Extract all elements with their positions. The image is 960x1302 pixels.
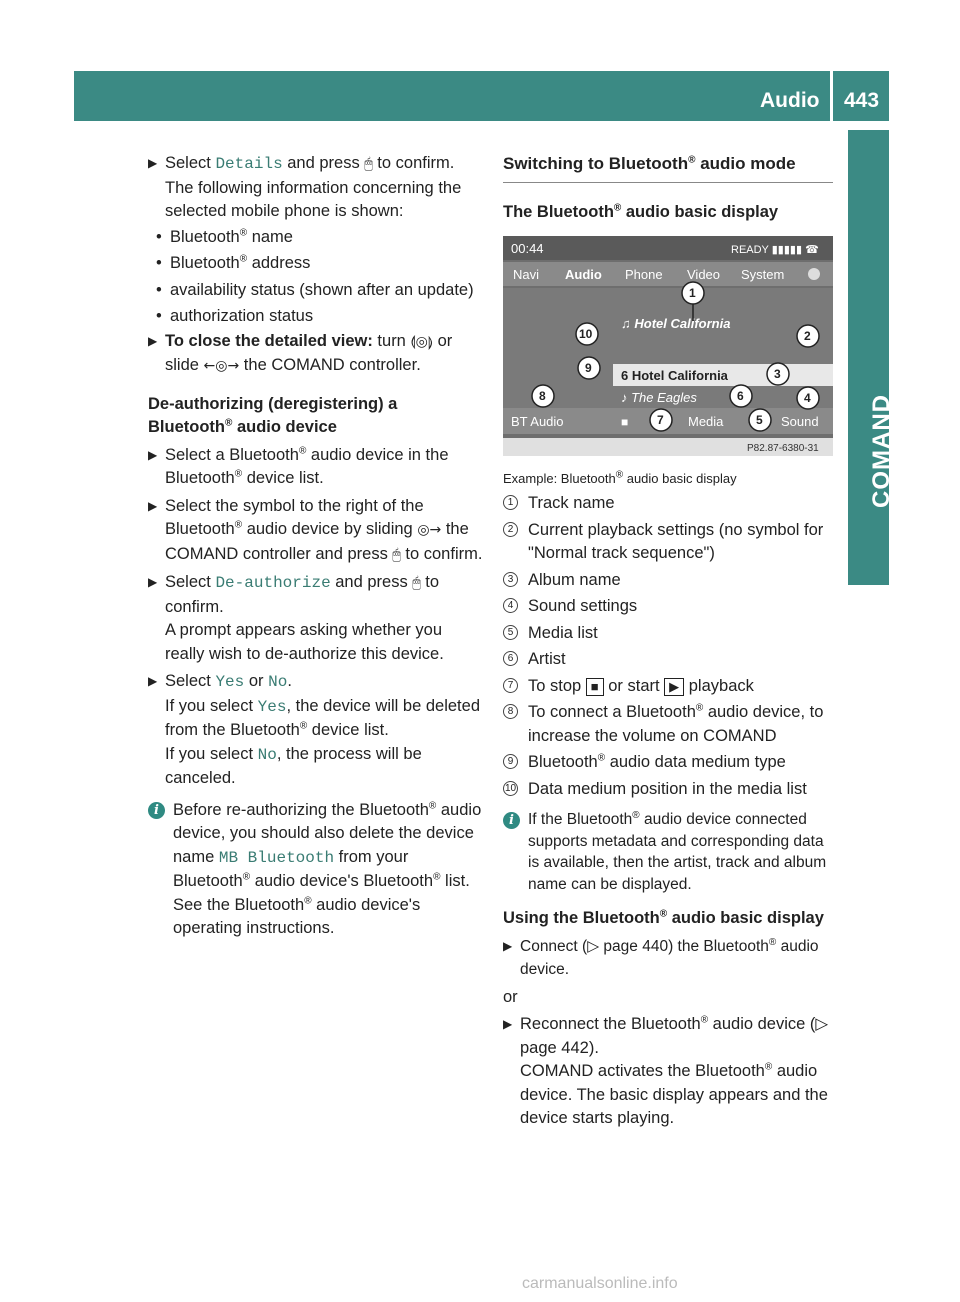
step-arrow-icon: ▶ [503,1017,513,1031]
side-tab-label: COMAND [868,394,895,508]
screen-svg [503,236,833,456]
menu-navi: Navi [513,267,540,282]
screen-sound: Sound [781,414,819,429]
info-note: i If the Bluetooth® audio device connected supports metadata and corresponding data is available, then the artist, track and album name can be displayed. [503,809,833,895]
section-title: Audio [760,89,820,112]
menu-video: Video [687,267,721,282]
screen-illustration [503,236,833,456]
list-item: • Bluetooth® name [156,227,293,246]
info-icon: i [503,812,520,829]
press-controller-icon: 🖱 [392,546,401,563]
step-arrow-icon: ▶ [148,674,158,688]
footer-watermark: carmanualsonline.info [522,1275,678,1292]
heading-switching: Switching to Bluetooth® audio mode [503,152,833,183]
step-arrow-icon: ▶ [148,156,158,170]
step-select-details: ▶ Select Details and press 🖱 to confirm. The following information concerning the selected mobile phone is shown: [148,154,462,220]
legend-item: 8 To connect a Bluetooth® audio device, to increase the volume on COMAND [503,701,833,748]
press-controller-icon: 🖱 [364,156,373,172]
screen-bt-audio: BT Audio [511,414,564,429]
svg-text:5: 5 [756,413,763,427]
or-text: or [503,987,518,1006]
figure-caption: Example: Bluetooth® audio basic display [503,469,737,486]
screen-album: 6 Hotel California [621,368,728,383]
legend-item: 6 Artist [503,648,833,672]
svg-text:7: 7 [657,413,664,427]
svg-text:4: 4 [804,391,811,405]
svg-text:8: 8 [539,389,546,403]
slide-controller-icon: ←◎→ [203,358,240,374]
heading-using-display: Using the Bluetooth® audio basic display [503,908,824,927]
menu-dot-icon [808,268,820,280]
svg-text:9: 9 [585,361,592,375]
step-select-symbol: ▶ Select the symbol to the right of the Bluetooth® audio device by sliding ◎→ the COMAND controller and press 🖱 to confirm. [148,496,483,563]
screen-track: ♫ Hotel California [621,316,731,331]
legend-item: 5 Media list [503,622,833,646]
step-arrow-icon: ▶ [148,333,158,348]
screen-status: READY ▮▮▮▮▮ ☎ [731,244,819,256]
legend-item: 10 Data medium position in the media list [504,779,807,798]
screen-artist: ♪ The Eagles [621,390,697,405]
svg-text:6: 6 [737,389,744,403]
header-divider [830,71,833,121]
list-item: • Bluetooth® address [156,253,311,272]
step-reconnect: ▶ Reconnect the Bluetooth® audio device (▷ page 442). COMAND activates the Bluetooth® audio device. The basic display appears and the device starts playing. [503,1014,829,1127]
side-tab [848,130,889,585]
code-deauthorize: De-authorize [215,574,331,592]
slide-right-icon: ◎→ [417,522,442,538]
screen-stop: ■ [621,415,629,429]
svg-text:10: 10 [579,327,593,341]
menu-phone: Phone [625,267,663,282]
stop-icon: ■ [586,678,604,696]
screen-time: 00:44 [511,241,544,256]
play-icon: ▶ [664,678,684,696]
step-select-device: ▶ Select a Bluetooth® audio device in the Bluetooth® device list. [148,445,449,487]
page-number: 443 [844,89,880,112]
step-arrow-icon: ▶ [503,938,513,953]
heading-deauthorize: De-authorizing (deregistering) a Bluetooth® audio device [148,394,398,436]
info-icon: i [148,802,165,819]
step-connect: ▶ Connect (▷ page 440) the Bluetooth® audio device. [503,936,819,978]
step-yes-no: ▶ Select Yes or No. If you select Yes, the device will be deleted from the Bluetooth® device list. If you select No, the process will be canceled. [148,672,480,787]
menu-system: System [741,267,785,282]
legend-item: 3 Album name [503,569,833,593]
list-item: • availability status (shown after an update) [156,280,474,299]
turn-controller-icon: ⟬◎⟭ [410,333,434,350]
list-item: • authorization status [156,307,314,325]
press-controller-icon: 🖱 [412,575,421,591]
step-arrow-icon: ▶ [148,575,158,589]
step-arrow-icon: ▶ [148,498,158,513]
heading-basic-display: The Bluetooth® audio basic display [503,202,779,221]
code-details: Details [215,155,283,173]
svg-text:3: 3 [774,367,781,381]
menu-audio: Audio [565,267,602,282]
info-note: i Before re-authorizing the Bluetooth® audio device, you should also delete the device name MB Bluetooth from your Bluetooth® audio device's Bluetooth® list. See the Bluetooth® audio device's operating instructions. [148,799,483,941]
left-column [148,152,483,941]
legend-item: 7 To stop ■ or start ▶ playback [503,675,833,699]
svg-text:2: 2 [804,329,811,343]
step-close-detail: ▶ To close the detailed view: turn ⟬◎⟭ or slide ←◎→ the COMAND controller. [148,331,453,374]
screen-ref: P82.87-6380-31 [747,443,819,454]
legend-item: 4 Sound settings [503,595,833,619]
legend-item: 2 Current playback settings (no symbol for "Normal track sequence") [503,519,833,566]
right-column [503,152,833,1131]
step-arrow-icon: ▶ [148,447,158,462]
legend-item: 1 Track name [503,492,833,516]
legend-item: 9 Bluetooth® audio data medium type [503,751,833,775]
step-deauthorize: ▶ Select De-authorize and press 🖱 to confirm. A prompt appears asking whether you really wish to de-authorize this device. [148,573,444,663]
svg-text:1: 1 [689,286,696,300]
screen-media: Media [688,414,724,429]
